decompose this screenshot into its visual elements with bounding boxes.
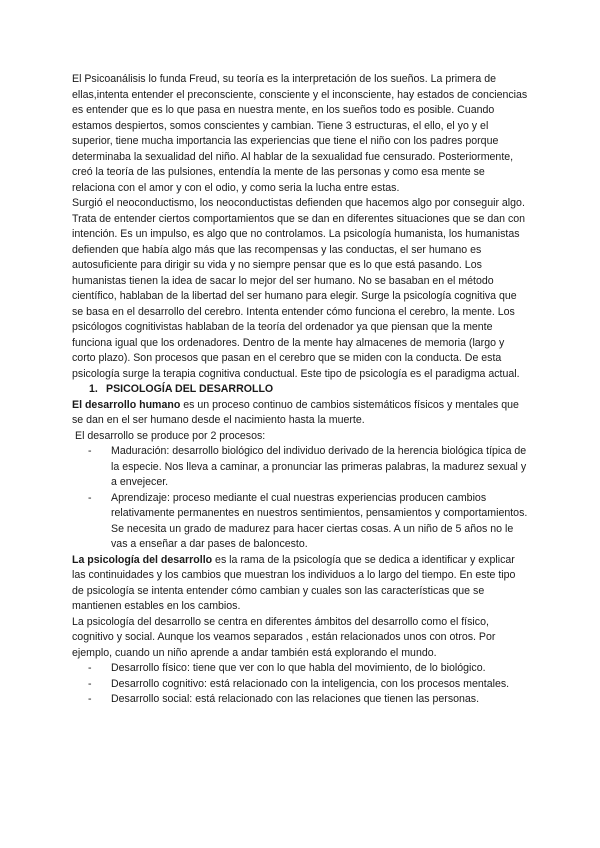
definition-desarrollo-humano: es un proceso continuo de cambios sistemáticos físicos y mentales que se dan en el ser humano desde el nacimiento hasta la muerte. xyxy=(72,398,519,426)
section-number: 1. xyxy=(89,383,98,395)
list-item-social xyxy=(72,692,530,708)
list-item-cognitivo xyxy=(72,677,530,693)
bullet-dash: - xyxy=(88,491,92,504)
term-psicologia-desarrollo: La psicología del desarrollo xyxy=(72,553,213,566)
list-item-text: Desarrollo cognitivo: está relacionado con la inteligencia, con los procesos mentales. xyxy=(111,677,510,690)
list-item-aprendizaje xyxy=(72,491,530,553)
list-item-fisico xyxy=(72,661,530,677)
document-body xyxy=(72,72,530,708)
process-list xyxy=(72,444,530,553)
paragraph-desarrollo-humano xyxy=(72,398,530,429)
list-item-text: Aprendizaje: proceso mediante el cual nuestras experiencias producen cambios relativamente permanentes en nuestros sentimientos, pensamientos y comportamientos. Se necesita un grado de madurez para hacer ciertas cosas. A un niño de 5 años no le vas a enseñar a dar pases de baloncesto. xyxy=(111,491,528,550)
section-heading xyxy=(72,382,530,398)
paragraph-procesos-intro: El desarrollo se produce por 2 procesos: xyxy=(75,429,266,442)
bullet-dash: - xyxy=(88,662,92,674)
paragraph-psicologia-desarrollo xyxy=(72,553,530,615)
section-title: PSICOLOGÍA DEL DESARROLLO xyxy=(106,383,274,395)
list-item-text: Desarrollo físico: tiene que ver con lo que habla del movimiento, de lo biológico. xyxy=(111,662,486,674)
paragraph-psicoanalisis: El Psicoanálisis lo funda Freud, su teoría es la interpretación de los sueños. La primera de ellas,intenta entender el preconsciente, consciente y el inconsciente, hay estados de conciencias es entender que es lo que pasa en nuestra mente, en los sueños todo es posible. Cuando estamos despiertos, somos conscientes y cambian. Tiene 3 estructuras, el ello, el yo y el superior, tiene mucha importancia las experiencias que tiene el niño con los padres porque determinaba la sexualidad del niño. Al hablar de la sexualidad fue censurado. Posteriormente, creó la teoría de las pulsiones, entendía la mente de las personas y como esa mente se relaciona con el amor y con el odio, y como seria la lucha entre estas. xyxy=(72,73,528,194)
definition-psicologia-desarrollo: es la rama de la psicología que se dedica a identificar y explicar las continuidades y los cambios que muestran los individuos a lo largo del tiempo. En este tipo de psicología se intenta entender cómo cambian y cuales son las características que se mantienen estables en los cambios. xyxy=(72,553,516,612)
paragraph-neoconductismo: Surgió el neoconductismo, los neoconductistas defienden que hacemos algo por conseguir algo. Trata de entender ciertos comportamientos que se dan en diferentes situaciones que se dan con intención. Es un impulso, es algo que no controlamos. La psicología humanista, los humanistas defienden que había algo más que las recompensas y las conductas, el ser humano es autosuficiente para dirigir su vida y no siempre pensar que es lo que está pasando. Los humanistas tienen la idea de sacar lo mejor del ser humano. No se basaban en el método científico, hablaban de la libertad del ser humano para elegir. Surge la psicología cognitiva que se basa en el desarrollo del cerebro. Intenta entender cómo funciona el cerebro, la mente. Los psicólogos cognitivistas hablaban de la teoría del ordenador ya que piensan que la mente funciona igual que los ordenadores. Dentro de la mente hay almacenes de memoria (largo y corto plazo). Son procesos que pasan en el cerebro que se miden con la conducta. De esta psicología surge la terapia cognitiva conductual. Este tipo de psicología es el paradigma actual. xyxy=(72,197,526,380)
bullet-dash: - xyxy=(88,677,92,690)
paragraph-ambitos: La psicología del desarrollo se centra en diferentes ámbitos del desarrollo como el físico, cognitivo y social. Aunque los veamos separados , están relacionados unos con otros. Por ejemplo, cuando un niño aprende a andar también está explorando el mundo. xyxy=(72,615,496,659)
list-item-text: Maduración: desarrollo biológico del individuo derivado de la herencia biológica típica de la especie. Nos lleva a caminar, a pronunciar las primeras palabras, la madurez sexual y a envejecer. xyxy=(111,445,527,488)
term-desarrollo-humano: El desarrollo humano xyxy=(72,398,181,411)
bullet-dash: - xyxy=(88,693,92,705)
bullet-dash: - xyxy=(88,445,92,457)
list-item-text: Desarrollo social: está relacionado con las relaciones que tienen las personas. xyxy=(111,693,480,705)
list-item-maduracion xyxy=(72,444,530,491)
domain-list xyxy=(72,661,530,708)
